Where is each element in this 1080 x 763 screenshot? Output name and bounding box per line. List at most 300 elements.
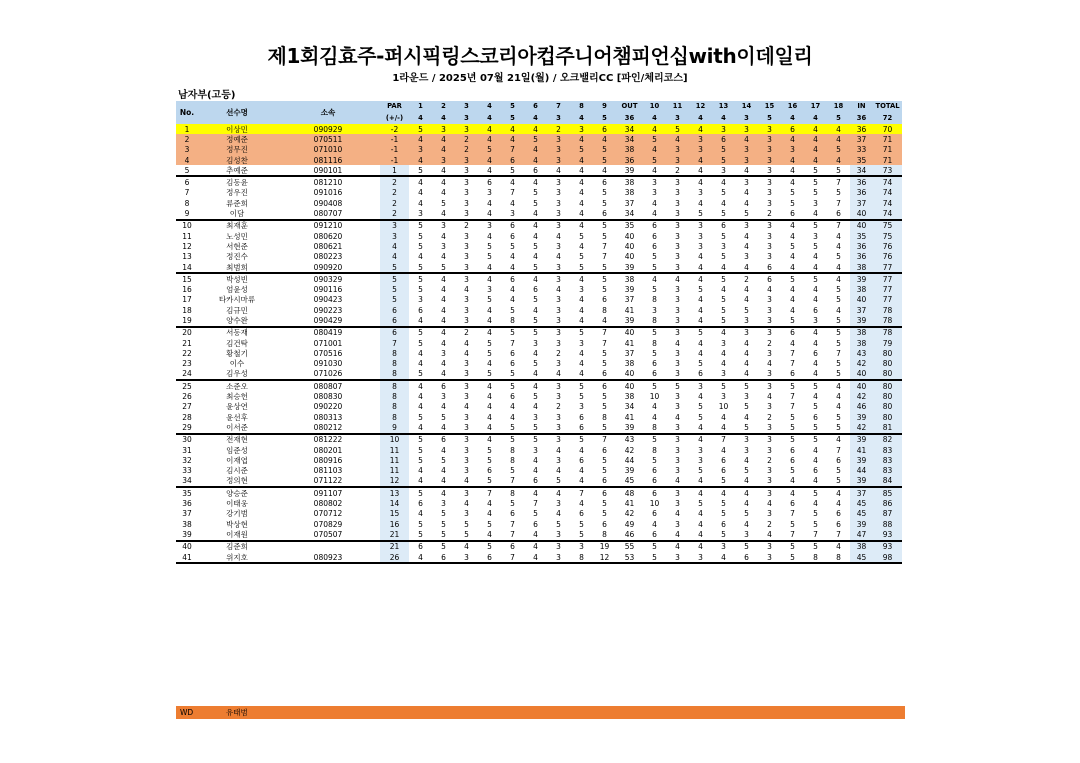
row-number: 34 [176, 476, 198, 487]
hole-score: 5 [418, 488, 423, 498]
hole-score: 4 [804, 208, 827, 219]
table-row [176, 252, 902, 262]
hole-score: 4 [698, 542, 703, 552]
hole-score: 8 [643, 422, 666, 433]
hole-score: 3 [767, 241, 772, 251]
hole-score: 3 [675, 435, 680, 445]
out-total: 40 [624, 241, 635, 251]
hole-score: 12 [593, 552, 616, 563]
hole-score: 5 [579, 231, 584, 241]
player-code: 090101 [276, 165, 380, 176]
hole-score: 4 [836, 499, 841, 509]
hole-score: 6 [602, 295, 607, 305]
player-code: 081116 [276, 155, 380, 165]
table-row [176, 231, 902, 241]
player-code: 071001 [313, 338, 343, 348]
in-total: 43 [850, 348, 873, 358]
total-score: 80 [873, 391, 902, 401]
hole-score: 4 [432, 369, 455, 380]
hole-score: 6 [652, 241, 657, 251]
hole-score: 4 [478, 155, 501, 165]
score-to-par: 8 [380, 348, 409, 358]
hole-score: 5 [510, 241, 515, 251]
hole-score: 3 [441, 392, 446, 402]
total-score: 83 [873, 455, 902, 465]
hole-score: 4 [441, 178, 446, 188]
hole-score: 4 [744, 412, 749, 422]
hole-score: 4 [790, 305, 795, 315]
header-par: 4 [712, 113, 735, 125]
hole-score: 4 [409, 476, 432, 487]
hole-score: 4 [790, 231, 795, 241]
player-name: 김규민 [226, 305, 248, 315]
hole-score: 4 [556, 445, 561, 455]
hole-score: 3 [418, 295, 423, 305]
hole-score: 5 [744, 381, 749, 391]
hole-score: 4 [790, 338, 795, 348]
hole-score: 3 [556, 392, 561, 402]
header-hole: 17 [804, 101, 827, 113]
hole-score: 3 [675, 295, 680, 305]
hole-score: 4 [464, 338, 469, 348]
player-name: 이담 [198, 208, 276, 219]
hole-score: 5 [579, 328, 584, 338]
hole-score: 4 [464, 348, 469, 358]
score-to-par: 1 [380, 165, 409, 176]
hole-score: 5 [836, 359, 841, 369]
hole-score: 6 [593, 476, 616, 487]
hole-score: 5 [712, 529, 735, 540]
hole-score: 3 [409, 145, 432, 155]
hole-score: 6 [602, 519, 607, 529]
row-number: 27 [182, 402, 192, 412]
table-row [176, 176, 902, 187]
table-row [176, 498, 902, 508]
hole-score: 4 [579, 359, 584, 369]
hole-score: 5 [813, 178, 818, 188]
hole-score: 4 [487, 392, 492, 402]
score-to-par: 8 [380, 380, 409, 391]
player-code: 080212 [276, 422, 380, 433]
hole-score: 5 [698, 328, 703, 338]
hole-score: 2 [767, 412, 772, 422]
hole-score: 4 [744, 188, 749, 198]
hole-score: 4 [675, 542, 680, 552]
row-number: 13 [182, 252, 192, 262]
hole-score: 4 [487, 328, 492, 338]
score-to-par: 6 [380, 327, 409, 338]
hole-score: 5 [441, 412, 446, 422]
player-code: 090223 [313, 305, 343, 315]
hole-score: 7 [836, 445, 841, 455]
hole-score: 3 [432, 124, 455, 134]
hole-score: 4 [432, 422, 455, 433]
row-number: 40 [182, 542, 192, 552]
total-score: 71 [873, 155, 902, 165]
player-name: 노성민 [226, 231, 248, 241]
hole-score: 3 [689, 134, 712, 144]
row-number: 25 [182, 381, 192, 391]
hole-score: 5 [721, 252, 726, 262]
hole-score: 5 [556, 519, 561, 529]
hole-score: 5 [510, 328, 515, 338]
in-total: 44 [850, 466, 873, 476]
header-par: 5 [501, 113, 524, 125]
score-to-par: 8 [380, 412, 409, 422]
row-number: 28 [182, 412, 192, 422]
hole-score: 4 [675, 274, 680, 284]
hole-score: 6 [836, 455, 841, 465]
hole-score: 4 [781, 262, 804, 273]
hole-score: 6 [602, 445, 607, 455]
player-name: 이상민 [198, 124, 276, 134]
hole-score: 3 [675, 328, 680, 338]
hole-score: 4 [409, 315, 432, 326]
hole-score: 3 [767, 231, 772, 241]
player-code [276, 541, 380, 552]
hole-score: 4 [643, 124, 666, 134]
hole-score: 4 [418, 466, 423, 476]
hole-score: 4 [418, 359, 423, 369]
hole-score: 5 [409, 165, 432, 176]
hole-score: 4 [441, 252, 446, 262]
hole-score: 5 [478, 369, 501, 380]
hole-score: 5 [804, 165, 827, 176]
hole-score: 4 [790, 295, 795, 305]
hole-score: 4 [579, 305, 584, 315]
hole-score: 4 [790, 221, 795, 231]
out-total: 39 [624, 466, 635, 476]
out-total: 43 [624, 435, 635, 445]
hole-score: 6 [510, 509, 515, 519]
hole-score: 2 [455, 145, 478, 155]
hole-score: 6 [790, 499, 795, 509]
hole-score: 3 [675, 178, 680, 188]
hole-score: 3 [441, 499, 446, 509]
score-to-par: 26 [380, 552, 409, 563]
hole-score: 4 [804, 262, 827, 273]
out-total: 40 [624, 231, 635, 241]
player-name: 정진수 [226, 252, 248, 262]
score-to-par: 5 [380, 295, 409, 305]
hole-score: 3 [556, 305, 561, 315]
header-par: 4 [804, 113, 827, 125]
hole-score: 5 [813, 488, 818, 498]
header-par: 4 [570, 113, 593, 125]
hole-score: 3 [441, 221, 446, 231]
hole-score: 4 [464, 542, 469, 552]
hole-score: 5 [533, 509, 538, 519]
hole-score: 4 [556, 488, 561, 498]
hole-score: 5 [418, 338, 423, 348]
score-to-par: 21 [380, 529, 409, 540]
hole-score: 5 [744, 305, 749, 315]
hole-score: 3 [501, 208, 524, 219]
header-no: No. [176, 101, 198, 124]
hole-score: 4 [744, 198, 749, 208]
hole-score: 3 [758, 134, 781, 144]
hole-score: 6 [524, 165, 547, 176]
player-name: 소준오 [226, 381, 248, 391]
hole-score: 4 [804, 124, 827, 134]
hole-score: 6 [652, 466, 657, 476]
row-number: 1 [176, 124, 198, 134]
hole-score: 7 [602, 328, 607, 338]
hole-score: 3 [781, 145, 804, 155]
hole-score: 4 [698, 274, 703, 284]
hole-score: 5 [593, 422, 616, 433]
hole-score: 4 [689, 262, 712, 273]
hole-score: 4 [813, 455, 818, 465]
table-row [176, 327, 902, 338]
hole-score: 6 [652, 359, 657, 369]
hole-score: 7 [836, 178, 841, 188]
hole-score: 7 [836, 348, 841, 358]
player-code: 090408 [313, 198, 343, 208]
hole-score: 3 [744, 221, 749, 231]
hole-score: 5 [652, 542, 657, 552]
out-total: 38 [624, 188, 635, 198]
player-code: 071122 [276, 476, 380, 487]
hole-score: 3 [744, 435, 749, 445]
hole-score: 3 [675, 402, 680, 412]
hole-score: 4 [666, 134, 689, 144]
withdrawn-bar [176, 706, 905, 719]
table-row [176, 369, 902, 380]
hole-score: 3 [767, 305, 772, 315]
hole-score: 4 [409, 155, 432, 165]
hole-score: 4 [721, 412, 726, 422]
hole-score: 6 [652, 221, 657, 231]
hole-score: 4 [487, 198, 492, 208]
hole-score: 2 [556, 402, 561, 412]
hole-score: 5 [478, 145, 501, 155]
hole-score: 6 [418, 542, 423, 552]
hole-score: 4 [432, 165, 455, 176]
hole-score: 5 [487, 445, 492, 455]
total-score: 85 [873, 487, 902, 498]
out-total: 37 [624, 295, 635, 305]
hole-score: 4 [432, 208, 455, 219]
hole-score: 4 [478, 262, 501, 273]
hole-score: 4 [593, 165, 616, 176]
hole-score: 5 [836, 412, 841, 422]
hole-score: 5 [547, 476, 570, 487]
header-par: 4 [689, 113, 712, 125]
hole-score: 5 [643, 552, 666, 563]
hole-score: 4 [418, 198, 423, 208]
total-score: 80 [873, 412, 902, 422]
total-score: 78 [873, 327, 902, 338]
hole-score: 3 [464, 435, 469, 445]
out-total: 39 [624, 285, 635, 295]
hole-score: 4 [510, 412, 515, 422]
hole-score: 6 [418, 305, 423, 315]
player-code: 081222 [313, 435, 343, 445]
out-total: 42 [624, 445, 635, 455]
hole-score: 6 [570, 422, 593, 433]
hole-score: 4 [418, 252, 423, 262]
out-total: 34 [624, 402, 635, 412]
hole-score: 4 [689, 124, 712, 134]
out-total: 40 [616, 369, 643, 380]
hole-score: 4 [712, 422, 735, 433]
hole-score: 4 [698, 509, 703, 519]
hole-score: 4 [409, 134, 432, 144]
hole-score: 4 [547, 165, 570, 176]
hole-score: 5 [570, 145, 593, 155]
out-total: 46 [616, 529, 643, 540]
hole-score: 3 [735, 155, 758, 165]
table-row [176, 273, 902, 284]
hole-score: 4 [813, 338, 818, 348]
out-total: 39 [616, 165, 643, 176]
hole-score: 3 [666, 315, 689, 326]
hole-score: 5 [409, 529, 432, 540]
in-total: 42 [850, 359, 873, 369]
header-par-sub: (+/-) [380, 113, 409, 125]
hole-score: 5 [712, 155, 735, 165]
hole-score: 3 [758, 165, 781, 176]
hole-score: 4 [744, 519, 749, 529]
hole-score: 3 [767, 466, 772, 476]
hole-score: 5 [813, 221, 818, 231]
player-code: 080223 [313, 252, 343, 262]
hole-score: 10 [718, 402, 729, 412]
hole-score: 5 [418, 221, 423, 231]
hole-score: 3 [547, 155, 570, 165]
player-code: 080313 [313, 412, 343, 422]
total-score: 77 [873, 295, 902, 305]
hole-score: 4 [441, 295, 446, 305]
hole-score: 5 [781, 552, 804, 563]
total-score: 75 [873, 220, 902, 231]
hole-score: 3 [455, 552, 478, 563]
hole-score: 3 [675, 252, 680, 262]
hole-score: 3 [735, 145, 758, 155]
hole-score: 3 [464, 198, 469, 208]
hole-score: 5 [813, 519, 818, 529]
out-total: 39 [616, 315, 643, 326]
header-hole: 14 [735, 101, 758, 113]
hole-score: 4 [455, 476, 478, 487]
hole-score: 7 [836, 198, 841, 208]
hole-score: 3 [556, 499, 561, 509]
header-hole: 12 [689, 101, 712, 113]
in-total: 35 [850, 231, 873, 241]
hole-score: 3 [547, 315, 570, 326]
hole-score: 7 [501, 476, 524, 487]
hole-score: 4 [804, 145, 827, 155]
in-total: 36 [850, 124, 873, 134]
total-score: 78 [873, 305, 902, 315]
player-name: 타카시마류 [218, 295, 256, 305]
hole-score: 4 [790, 178, 795, 188]
row-number: 14 [176, 262, 198, 273]
in-total: 37 [850, 198, 873, 208]
hole-score: 3 [666, 155, 689, 165]
hole-score: 3 [464, 455, 469, 465]
in-total: 45 [850, 552, 873, 563]
row-number: 7 [184, 188, 190, 198]
hole-score: 4 [579, 445, 584, 455]
hole-score: 4 [836, 231, 841, 241]
hole-score: 4 [804, 134, 827, 144]
hole-score: 4 [698, 178, 703, 188]
hole-score: 6 [533, 519, 538, 529]
hole-score: 6 [579, 455, 584, 465]
total-score: 74 [873, 208, 902, 219]
hole-score: 4 [666, 476, 689, 487]
header-hole: 11 [666, 101, 689, 113]
player-code: 070507 [276, 529, 380, 540]
row-number: 22 [182, 348, 192, 358]
hole-score: 4 [698, 435, 703, 445]
hole-score: 4 [487, 412, 492, 422]
hole-score: 4 [721, 488, 726, 498]
hole-score: 4 [524, 369, 547, 380]
hole-score: 3 [767, 252, 772, 262]
hole-score: 8 [510, 488, 515, 498]
hole-score: 8 [652, 338, 657, 348]
hole-score: 3 [804, 315, 827, 326]
player-code: 080201 [313, 445, 343, 455]
hole-score: 7 [602, 338, 607, 348]
hole-score: 8 [570, 552, 593, 563]
table-row [176, 466, 902, 476]
hole-score: 4 [767, 359, 772, 369]
hole-score: 5 [790, 241, 795, 251]
hole-score: 3 [758, 145, 781, 155]
hole-score: 4 [501, 262, 524, 273]
hole-score: 4 [556, 285, 561, 295]
hole-score: 5 [602, 348, 607, 358]
hole-score: 3 [556, 359, 561, 369]
hole-score: 4 [836, 274, 841, 284]
score-to-par: 11 [380, 455, 409, 465]
player-name: 이수 [229, 359, 245, 369]
score-to-par: 4 [380, 241, 409, 251]
hole-score: 5 [487, 519, 492, 529]
hole-score: 5 [524, 315, 547, 326]
out-total: 48 [624, 488, 635, 498]
hole-score: 6 [781, 369, 804, 380]
header-par: 5 [593, 113, 616, 125]
hole-score: 3 [652, 188, 657, 198]
score-to-par: 5 [380, 284, 409, 294]
player-code: 070712 [313, 509, 343, 519]
table-row [176, 262, 902, 273]
in-total: 41 [850, 445, 873, 455]
hole-score: 3 [455, 165, 478, 176]
total-score: 83 [873, 466, 902, 476]
table-row [176, 198, 902, 208]
row-number: 29 [176, 422, 198, 433]
in-total: 47 [850, 529, 873, 540]
row-number: 38 [182, 519, 192, 529]
hole-score: 3 [455, 155, 478, 165]
hole-score: 6 [827, 208, 850, 219]
table-row [176, 391, 902, 401]
hole-score: 4 [441, 466, 446, 476]
player-name: 서동재 [226, 328, 248, 338]
hole-score: 4 [712, 552, 735, 563]
score-to-par: 21 [380, 541, 409, 552]
hole-score: 5 [533, 435, 538, 445]
hole-score: 6 [478, 552, 501, 563]
row-number: 8 [184, 198, 190, 208]
score-to-par: 5 [380, 262, 409, 273]
